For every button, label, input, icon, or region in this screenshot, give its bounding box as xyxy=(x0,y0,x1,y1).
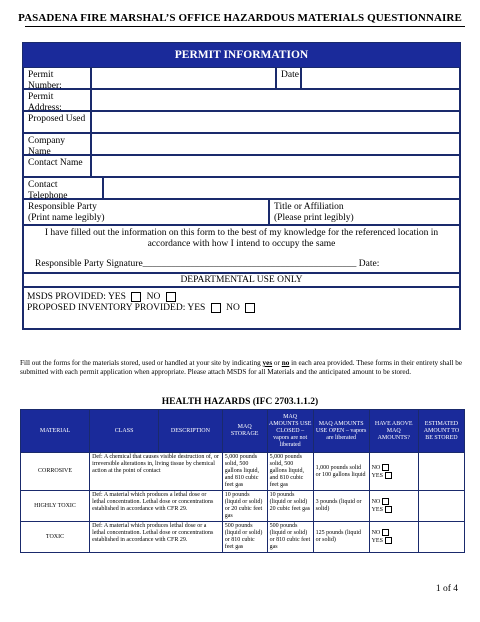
please-print-note: (Please print legibly) xyxy=(274,213,354,223)
contact-name-label: Contact Name xyxy=(23,155,91,177)
no-checkbox[interactable] xyxy=(382,529,389,536)
storage-cell: 500 pounds (liquid or solid) or 810 cubic feet gas xyxy=(222,522,267,553)
material-cell: HIGHLY TOXIC xyxy=(21,491,90,522)
proposed-used-label: Proposed Used xyxy=(23,111,91,133)
open-cell: 125 pounds (liquid or solid) xyxy=(313,522,369,553)
yes-label: YES xyxy=(371,506,383,513)
inventory-no-label: NO xyxy=(226,303,240,314)
yes-label: YES xyxy=(371,537,383,544)
msds-no-checkbox[interactable] xyxy=(166,292,176,302)
signature-line[interactable]: Responsible Party Signature_____________________________________________ Date: xyxy=(35,259,380,269)
closed-cell: 500 pounds (liquid or solid) or 810 cubic feet gas xyxy=(267,522,313,553)
table-row xyxy=(21,453,465,491)
permit-information-section xyxy=(22,42,461,330)
no-label: NO xyxy=(371,464,381,471)
title-affiliation-label: Title or Affiliation xyxy=(274,202,344,212)
permit-number-label: Permit Number: xyxy=(23,67,91,89)
page-number: 1 of 4 xyxy=(435,584,458,594)
estimated-amount-field[interactable] xyxy=(418,453,464,491)
col-estimated-amount: ESTIMATED AMOUNT TO BE STORED xyxy=(418,410,464,453)
contact-telephone-field[interactable] xyxy=(103,177,460,199)
document-title: PASADENA FIRE MARSHAL’S OFFICE HAZARDOUS MATERIALS QUESTIONNAIRE xyxy=(18,12,462,24)
intro-text-1: Fill out the forms for the materials stored, used or handled at your site by indicating xyxy=(20,359,263,367)
date-label: Date xyxy=(276,67,301,89)
title-affiliation-cell[interactable] xyxy=(269,199,460,225)
health-hazards-table xyxy=(20,409,465,553)
material-cell: TOXIC xyxy=(21,522,90,553)
table-row xyxy=(21,522,465,553)
proposed-used-field[interactable] xyxy=(91,111,460,133)
yes-checkbox[interactable] xyxy=(385,506,392,513)
msds-label: MSDS PROVIDED: YES xyxy=(27,292,126,303)
estimated-amount-field[interactable] xyxy=(418,522,464,553)
estimated-amount-field[interactable] xyxy=(418,491,464,522)
open-cell: 3 pounds (liquid or solid) xyxy=(313,491,369,522)
col-above-maq: HAVE ABOVE MAQ AMOUNTS? xyxy=(369,410,418,453)
health-hazards-title: HEALTH HAZARDS (IFC 2703.1.1.2) xyxy=(161,397,319,407)
inventory-no-checkbox[interactable] xyxy=(245,303,255,313)
closed-cell: 5,000 pounds solid, 500 gallons liquid, and 810 cubic feet gas xyxy=(267,453,313,491)
col-class: CLASS xyxy=(90,410,159,453)
above-maq-cell xyxy=(369,453,418,491)
permit-address-field[interactable] xyxy=(91,89,460,111)
inventory-row xyxy=(27,303,456,314)
msds-row xyxy=(27,292,456,303)
description-cell: Def: A material which produces lethal dose or a lethal concentration. Lethal dose or concentrations established in accordance with CFR 29. xyxy=(90,522,223,553)
open-cell: 1,000 pounds solid or 100 gallons liquid xyxy=(313,453,369,491)
permit-address-label: Permit Address: xyxy=(23,89,91,111)
msds-yes-checkbox[interactable] xyxy=(131,292,141,302)
no-label: NO xyxy=(371,499,381,505)
msds-no-label: NO xyxy=(146,292,161,303)
above-maq-cell xyxy=(369,522,418,553)
no-label: NO xyxy=(371,530,381,536)
company-name-field[interactable] xyxy=(91,133,460,155)
no-checkbox[interactable] xyxy=(382,498,389,505)
company-name-label: Company Name xyxy=(23,133,91,155)
yes-checkbox[interactable] xyxy=(385,472,392,479)
table-row xyxy=(21,491,465,522)
inventory-yes-checkbox[interactable] xyxy=(211,303,221,313)
responsible-party-label: Responsible Party xyxy=(28,202,97,212)
certification-text: I have filled out the information on this form to the best of my knowledge for the referenced location in accordance with how I intend to occupy the same xyxy=(44,228,439,249)
description-cell: Def: A material which produces a lethal dose or lethal concentration. Lethal dose or concentrations established in accordance with CFR 29. xyxy=(90,491,223,522)
yes-label: YES xyxy=(371,472,383,479)
closed-cell: 10 pounds (liquid or solid) 20 cubic feet gas xyxy=(267,491,313,522)
contact-telephone-label: Contact Telephone xyxy=(23,177,103,199)
material-cell: CORROSIVE xyxy=(21,453,90,491)
instructions-paragraph xyxy=(20,359,465,377)
title-rule xyxy=(25,26,465,27)
intro-yes: yes xyxy=(262,359,273,367)
storage-cell: 5,000 pounds solid, 500 gallons liquid, and 810 cubic feet gas xyxy=(222,453,267,491)
print-name-note: (Print name legibly) xyxy=(28,213,105,223)
storage-cell: 10 pounds (liquid or solid) or 20 cubic feet gas xyxy=(222,491,267,522)
above-maq-cell xyxy=(369,491,418,522)
col-maq-use-closed: MAQ AMOUNTS USE CLOSED – vapors are not liberated xyxy=(267,410,313,453)
col-description: DESCRIPTION xyxy=(159,410,223,453)
yes-checkbox[interactable] xyxy=(385,537,392,544)
departmental-use-label: DEPARTMENTAL USE ONLY xyxy=(23,273,460,287)
responsible-party-cell[interactable] xyxy=(23,199,269,225)
intro-text-2: in each area provided. These forms in their entirety shall be submitted with each permit application when appropriate. Please attach MSDS for all Materials and the anticipated amount to be stored. xyxy=(20,359,463,376)
col-maq-use-open: MAQ AMOUNTS USE OPEN – vapors are liberated xyxy=(313,410,369,453)
permit-number-field[interactable] xyxy=(91,67,276,89)
no-checkbox[interactable] xyxy=(382,464,389,471)
intro-no: no xyxy=(281,359,290,367)
col-material: MATERIAL xyxy=(21,410,90,453)
intro-or: or xyxy=(272,359,282,367)
col-maq-storage: MAQ STORAGE xyxy=(222,410,267,453)
description-cell: Def: A chemical that causes visible destruction of, or irreversible alterations in, living tissue by chemical action at the point of contact xyxy=(90,453,223,491)
inventory-label: PROPOSED INVENTORY PROVIDED: YES xyxy=(27,303,206,314)
contact-name-field[interactable] xyxy=(91,155,460,177)
date-field[interactable] xyxy=(301,67,460,89)
permit-header: PERMIT INFORMATION xyxy=(23,43,460,67)
